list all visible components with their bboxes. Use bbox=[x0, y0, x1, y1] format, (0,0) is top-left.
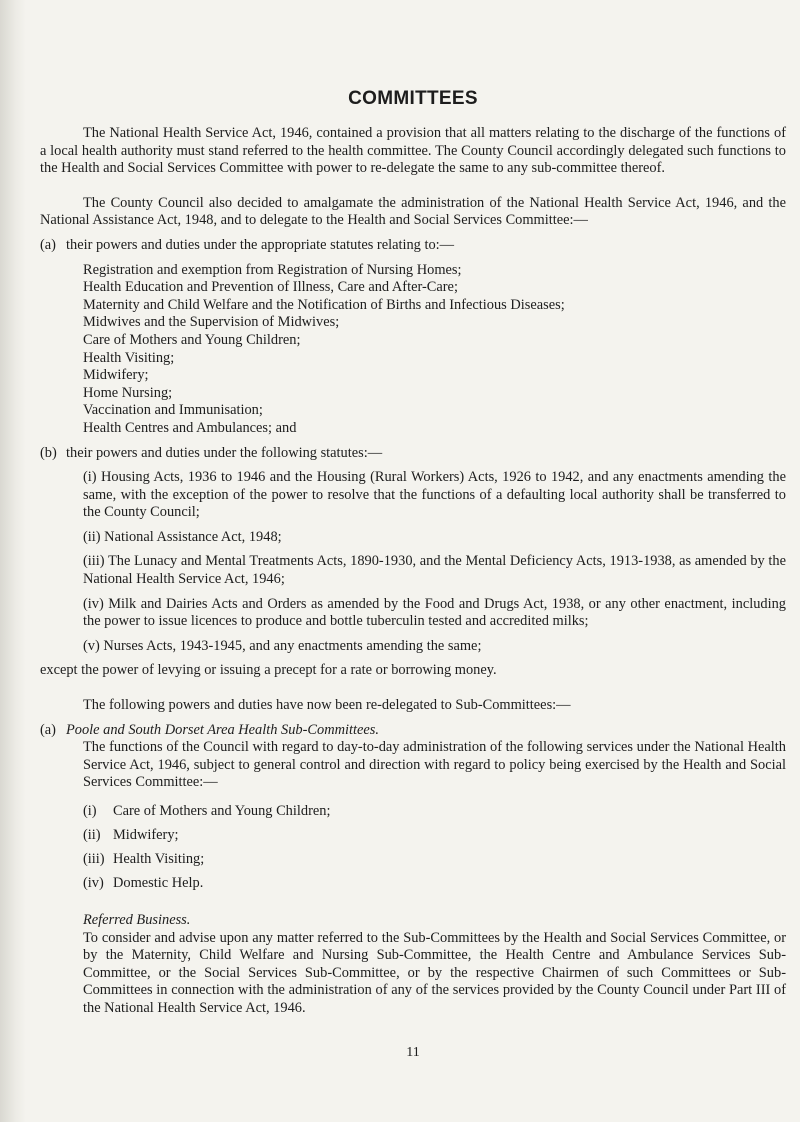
statute-item: (v) Nurses Acts, 1943-1945, and any enactments amending the same; bbox=[83, 637, 482, 654]
delegation-paragraph: The County Council also decided to amalgamate the administration of the National Health Service Act, 1946, and the National Assistance Act, 1948, and to delegate to the Health and Social Services Committee:— bbox=[40, 194, 786, 229]
list-item: Midwives and the Supervision of Midwives; bbox=[83, 314, 340, 331]
section-a bbox=[40, 237, 786, 255]
document-page bbox=[40, 0, 786, 1122]
list-item bbox=[83, 799, 786, 823]
item-number: (i) bbox=[83, 803, 97, 819]
page-edge-shadow bbox=[0, 0, 26, 1122]
section-b-label: (b) bbox=[40, 444, 57, 461]
subcommittee-text: The functions of the Council with regard to day-to-day administration of the following services under the National Health Service Act, 1946, subject to general control and direction with regard to policy being exercised by the Health and Social Services Committee:— bbox=[83, 739, 786, 791]
subcommittee-services bbox=[83, 799, 786, 895]
subcommittee-body bbox=[40, 739, 786, 1017]
list-item: Health Centres and Ambulances; and bbox=[83, 419, 297, 436]
statute-item: (iii) The Lunacy and Mental Treatments Acts, 1890-1930, and the Mental Deficiency Acts, 1913-1938, as amended by the National Health Service Act, 1946; bbox=[83, 553, 786, 588]
document-body bbox=[40, 125, 786, 1018]
redelegation-paragraph: The following powers and duties have now been re-delegated to Sub-Committees:— bbox=[83, 697, 571, 714]
intro-paragraph: The National Health Service Act, 1946, contained a provision that all matters relating to the discharge of the functions of a local health authority must stand referred to the health committee. The County Council accordingly delegated such functions to the Health and Social Services Committee with power to re-delegate the same to any sub-committee thereof. bbox=[40, 125, 786, 177]
referred-business-heading: Referred Business. bbox=[83, 912, 191, 928]
item-number: (ii) bbox=[83, 827, 101, 843]
item-text: Midwifery; bbox=[113, 827, 179, 843]
statute-item: (iv) Milk and Dairies Acts and Orders as amended by the Food and Drugs Act, 1938, or any other enactment, including the power to issue licences to produce and bottle tuberculin tested and accredited milks; bbox=[83, 595, 786, 630]
list-item: Vaccination and Immunisation; bbox=[83, 402, 263, 419]
list-item: Care of Mothers and Young Children; bbox=[83, 331, 301, 348]
item-number: (iv) bbox=[83, 875, 104, 891]
item-text: Health Visiting; bbox=[113, 851, 205, 867]
section-b-text: their powers and duties under the following statutes:— bbox=[66, 444, 383, 461]
list-item: Health Visiting; bbox=[83, 349, 175, 366]
section-a-label: (a) bbox=[40, 236, 56, 253]
subcommittee-heading bbox=[40, 722, 786, 740]
statute-item: (i) Housing Acts, 1936 to 1946 and the Housing (Rural Workers) Acts, 1926 to 1942, and any enactments amending the same, with the exception of the power to resolve that the functions of a defaulting local authority shall be transferred to the County Council; bbox=[83, 469, 786, 521]
except-clause: except the power of levying or issuing a precept for a rate or borrowing money. bbox=[40, 662, 497, 679]
item-text: Domestic Help. bbox=[113, 875, 204, 891]
page-title: COMMITTEES bbox=[348, 88, 478, 109]
list-item: Maternity and Child Welfare and the Notification of Births and Infectious Diseases; bbox=[83, 296, 565, 313]
section-b bbox=[40, 445, 786, 463]
list-item: Registration and exemption from Registration of Nursing Homes; bbox=[83, 261, 462, 278]
item-number: (iii) bbox=[83, 851, 105, 867]
list-item: Home Nursing; bbox=[83, 384, 173, 401]
list-item bbox=[83, 823, 786, 847]
subcommittee-label: (a) bbox=[40, 721, 56, 738]
section-b-list bbox=[40, 469, 786, 655]
referred-business-text: To consider and advise upon any matter referred to the Sub-Committees by the Health and Social Services Committee, or by the Maternity, Child Welfare and Nursing Sub-Committee, the Health Centre and Ambulance Services Sub-Committee, or the Social Services Sub-Committee, or by the respective Chairmen of such Committees or Sub-Committees in connection with the administration of any of the services provided by the County Council under Part III of the National Health Service Act, 1946. bbox=[83, 929, 786, 1016]
item-text: Care of Mothers and Young Children; bbox=[113, 803, 331, 819]
list-item: Health Education and Prevention of Illness, Care and After-Care; bbox=[83, 279, 458, 296]
statute-item: (ii) National Assistance Act, 1948; bbox=[83, 528, 282, 545]
list-item bbox=[83, 847, 786, 871]
list-item bbox=[83, 871, 786, 895]
list-item: Midwifery; bbox=[83, 367, 149, 384]
page-number: 11 bbox=[406, 1045, 420, 1060]
subcommittee-name: Poole and South Dorset Area Health Sub-Committees. bbox=[66, 721, 379, 738]
section-a-list bbox=[40, 262, 786, 438]
section-a-text: their powers and duties under the appropriate statutes relating to:— bbox=[66, 236, 455, 253]
